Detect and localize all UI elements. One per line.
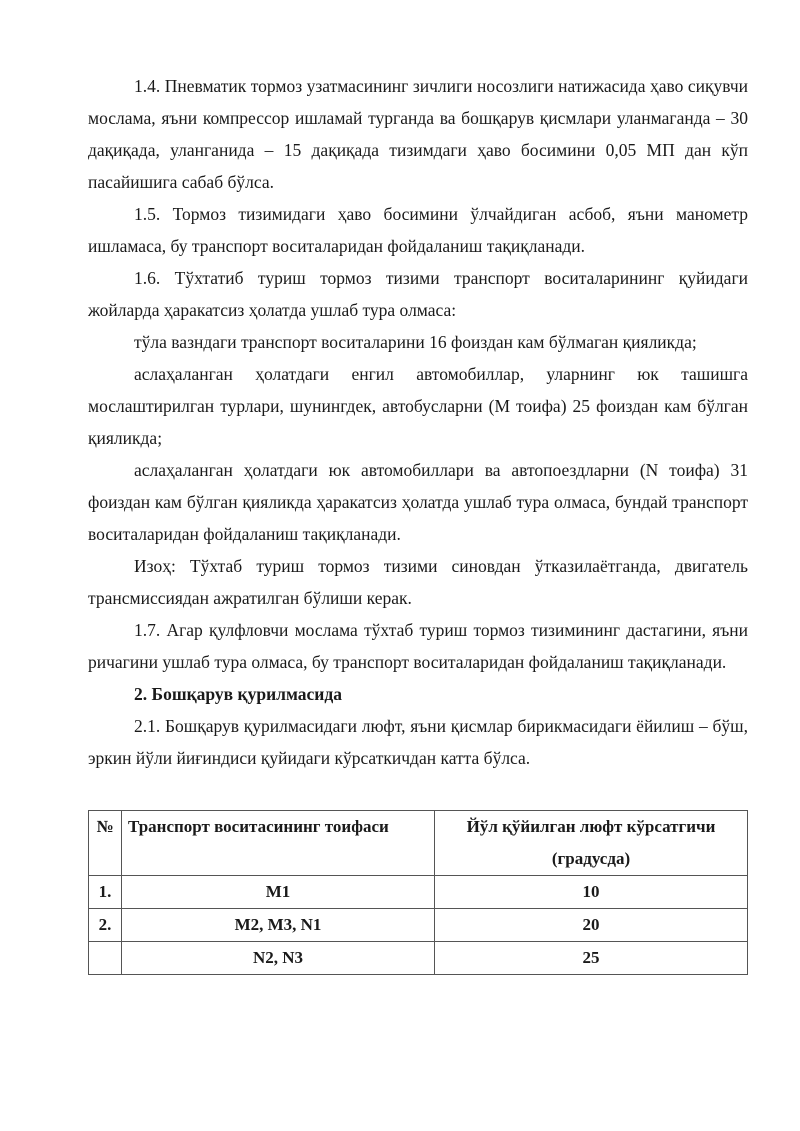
paragraph-1-7: 1.7. Агар қулфловчи мослама тўхтаб туриш тормоз тизимининг дастагини, яъни ричагини ушлаб тура олмаса, бу транспорт воситаларидан фойдаланиш тақиқланади. xyxy=(88,620,748,672)
steering-play-table xyxy=(88,810,748,975)
paragraph-full-weight: тўла вазндаги транспорт воситаларини 16 фоиздан кам бўлмаган қияликда; xyxy=(134,332,697,352)
row-number: 1. xyxy=(89,876,122,909)
table-row xyxy=(89,876,748,909)
document-page xyxy=(88,70,748,975)
row-value: 20 xyxy=(435,909,748,942)
table-row xyxy=(89,942,748,975)
row-value: 25 xyxy=(435,942,748,975)
paragraph-note: Изоҳ: Тўхтаб туриш тормоз тизими синовдан ўтказилаётганда, двигатель трансмиссиядан ажратилган бўлиши керак. xyxy=(88,556,748,608)
section-heading: 2. Бошқарув қурилмасида xyxy=(134,684,342,704)
row-number: 2. xyxy=(89,909,122,942)
row-category: N2, N3 xyxy=(122,942,435,975)
table-row xyxy=(89,909,748,942)
header-allowed-play: Йўл қўйилган люфт кўрсатгичи (градусда) xyxy=(435,811,748,876)
paragraph-2-1: 2.1. Бошқарув қурилмасидаги люфт, яъни қисмлар бирикмасидаги ёйилиш – бўш, эркин йўли йиғиндиси қуйидаги кўрсаткичдан катта бўлса. xyxy=(88,716,748,768)
row-value: 10 xyxy=(435,876,748,909)
paragraph-trucks: аслаҳаланган ҳолатдаги юк автомобиллари ва автопоездларни (N тоифа) 31 фоиздан кам бўлган қияликда ҳаракатсиз ҳолатда ушлаб тура олмаса, бундай транспорт воситаларидан фойдаланиш тақиқланади. xyxy=(88,460,748,544)
paragraph-passenger-cars: аслаҳаланган ҳолатдаги енгил автомобиллар, уларнинг юк ташишга мослаштирилган турлари, шунингдек, автобусларни (М тоифа) 25 фоиздан кам бўлган қияликда; xyxy=(88,364,748,448)
row-category: M1 xyxy=(122,876,435,909)
header-number: № xyxy=(89,811,122,876)
row-number xyxy=(89,942,122,975)
header-vehicle-category: Транспорт воситасининг тоифаси xyxy=(122,811,435,876)
paragraph-1-5: 1.5. Тормоз тизимидаги ҳаво босимини ўлчайдиган асбоб, яъни манометр ишламаса, бу транспорт воситаларидан фойдаланиш тақиқланади. xyxy=(88,204,748,256)
row-category: M2, M3, N1 xyxy=(122,909,435,942)
table-header-row xyxy=(89,811,748,876)
paragraph-1-6: 1.6. Тўхтатиб туриш тормоз тизими транспорт воситаларининг қуйидаги жойларда ҳаракатсиз ҳолатда ушлаб тура олмаса: xyxy=(88,268,748,320)
paragraph-1-4: 1.4. Пневматик тормоз узатмасининг зичлиги носозлиги натижасида ҳаво сиқувчи мослама, яъни компрессор ишламай турганда ва бошқарув қисмлари уланмаганда – 30 дақиқада, уланганида – 15 дақиқада тизимдаги ҳаво босимини 0,05 МП дан кўп пасайишига сабаб бўлса. xyxy=(88,76,748,192)
